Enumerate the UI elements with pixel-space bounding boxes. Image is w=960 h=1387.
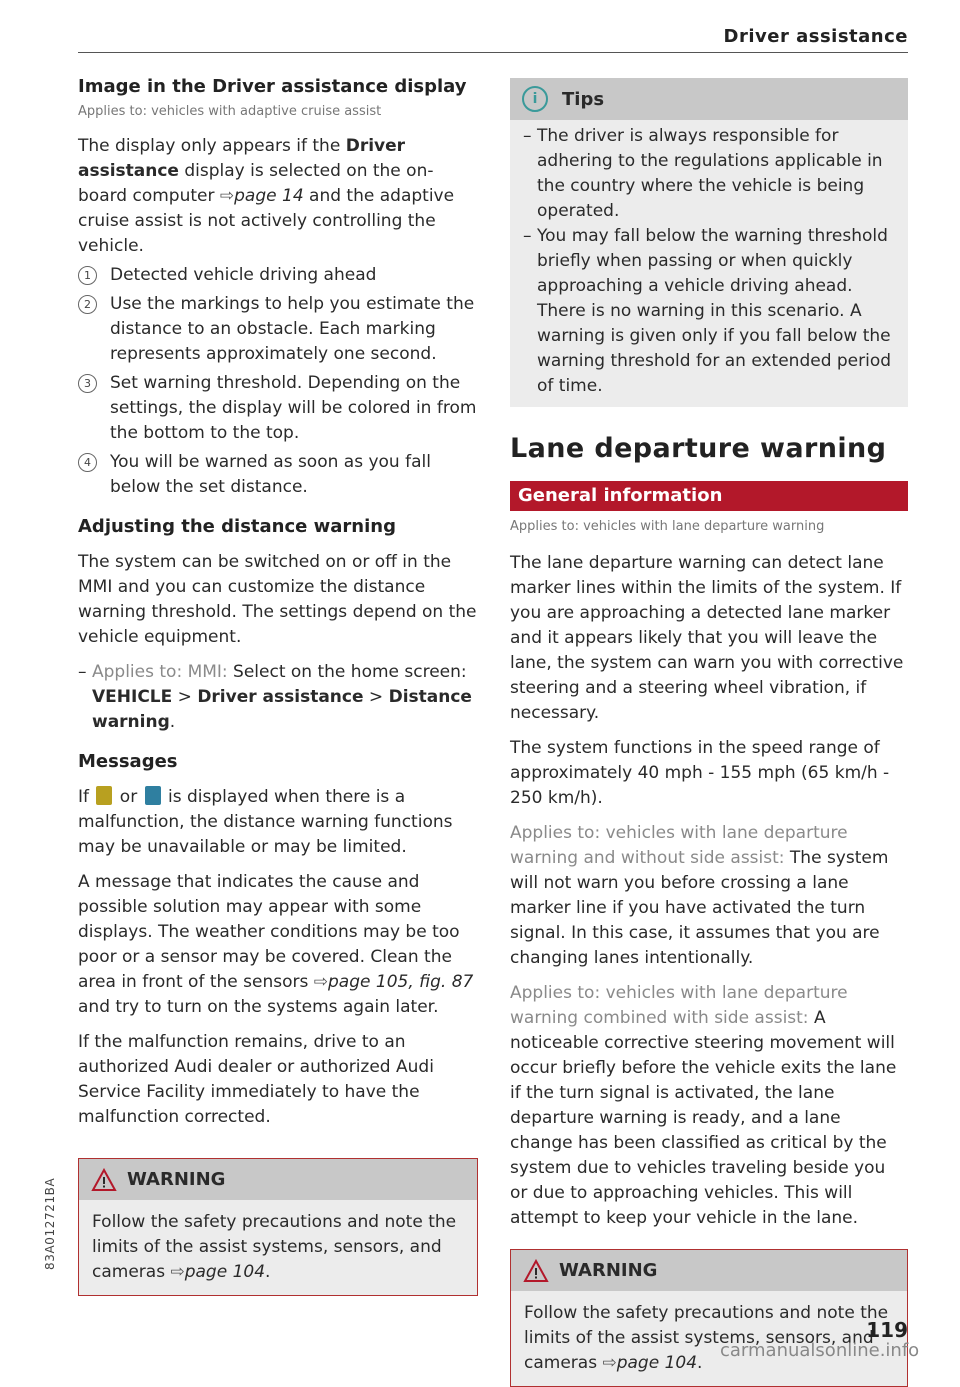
path-separator: > (172, 687, 198, 707)
messages-paragraph-2 (78, 870, 478, 1020)
text: display is selected on the on-board computer (78, 161, 434, 206)
warning-triangle-icon (523, 1259, 549, 1283)
arrow-right-icon: ⇨ (170, 1262, 185, 1282)
text: and try to turn on the systems again later. (78, 997, 439, 1017)
tips-box (510, 78, 908, 407)
warning-body (79, 1200, 477, 1295)
menu-path-driver-assistance: Driver assistance (197, 687, 364, 707)
menu-path-distance-warning: Distance warning (92, 687, 472, 732)
path-separator: > (363, 687, 389, 707)
lane-paragraph-4 (510, 981, 908, 1231)
warning-triangle-icon (91, 1168, 117, 1192)
distance-warning-blue-icon (145, 786, 161, 805)
text: is displayed when there is a malfunction, the distance warning functions may be unavailable or may be limited. (78, 787, 453, 857)
text: Select on the home screen: (227, 662, 467, 682)
adjust-step (78, 660, 478, 735)
number-circle: 3 (78, 374, 97, 393)
left-column (78, 74, 478, 1296)
warning-box-right (510, 1249, 908, 1387)
distance-warning-yellow-icon (96, 786, 112, 805)
tip-text: You may fall below the warning threshold briefly when passing or when quickly approaching a vehicle driving ahead. There is no warning in this scenario. A warning is given only if you fall below the warning threshold for an extended period of time. (537, 226, 892, 396)
list-item-text: Set warning threshold. Depending on the settings, the display will be colored in from the bottom to the top. (110, 373, 477, 443)
text: A noticeable corrective steering movement will occur briefly before the vehicle exits the lane if the turn signal is activated, the lane departure warning is ready, and a lane change has been classified as critical by the system due to vehicles traveling beside you or due to approaching vehicles. This will attempt to keep your vehicle in the lane. (510, 1008, 897, 1228)
messages-paragraph-3: If the malfunction remains, drive to an authorized Audi dealer or authorized Audi Service Facility immediately to have the malfunction corrected. (78, 1032, 434, 1127)
warning-title: WARNING (127, 1169, 226, 1190)
warning-header (79, 1159, 477, 1200)
text: Follow the safety precautions and note the limits of the assist systems, sensors, and cameras (524, 1303, 889, 1373)
adjust-step-text (92, 660, 478, 735)
lane-paragraph-3 (510, 821, 908, 971)
arrow-right-icon: ⇨ (602, 1353, 617, 1373)
text: . (169, 712, 176, 732)
page-reference[interactable]: page 104 (616, 1353, 698, 1373)
text: . (265, 1262, 271, 1282)
list-item (78, 292, 478, 367)
text: If (78, 787, 95, 807)
messages-paragraph-1 (78, 785, 478, 860)
document-code: 83A012721BA (43, 1177, 57, 1270)
tip-item (523, 124, 895, 224)
bold-term: Driver assistance (78, 136, 406, 181)
general-information-bar: General information (510, 481, 908, 511)
section-title: Driver assistance (723, 26, 908, 47)
list-item (78, 263, 478, 288)
warning-box-left (78, 1158, 478, 1296)
lane-paragraph-2: The system functions in the speed range of approximately 40 mph - 155 mph (65 km/h - 250 km/h). (510, 738, 890, 808)
text: The system will not warn you before crossing a lane marker line if you have activated the turn signal. In this case, it assumes that you are changing lanes intentionally. (510, 848, 889, 968)
arrow-right-icon: ⇨ (313, 972, 329, 992)
list-item-text: You will be warned as soon as you fall below the set distance. (110, 452, 431, 497)
page-reference[interactable]: page 14 (234, 186, 304, 206)
lane-heading: Lane departure warning (510, 433, 887, 464)
tips-body (510, 120, 908, 407)
page-reference[interactable]: page 104 (184, 1262, 266, 1282)
lane-paragraph-1: The lane departure warning can detect lane marker lines within the limits of the system. If you are approaching a detected lane marker and it appears likely that you will leave the lane, the system can warn you with corrective steering and a steering wheel vibration, if necessary. (510, 553, 904, 723)
menu-path-vehicle: VEHICLE (92, 687, 173, 707)
arrow-right-icon: ⇨ (219, 186, 235, 206)
info-circle-icon: i (522, 86, 548, 112)
tip-item (523, 224, 895, 399)
number-circle: 2 (78, 295, 97, 314)
text: and the adaptive cruise assist is not actively controlling the vehicle. (78, 186, 455, 256)
applies-label: Applies to: vehicles with lane departure warning combined with side assist: (510, 983, 848, 1028)
text: or (114, 787, 143, 807)
list-item-text: Detected vehicle driving ahead (110, 265, 377, 285)
dash-bullet: – (78, 662, 87, 682)
page-number: 119 (866, 1318, 908, 1342)
adjust-heading: Adjusting the distance warning (78, 516, 396, 537)
tips-header (510, 78, 908, 120)
text: The display only appears if the (78, 136, 346, 156)
text: Follow the safety precautions and note the limits of the assist systems, sensors, and cameras (92, 1212, 457, 1282)
text: . (697, 1353, 703, 1373)
number-circle: 1 (78, 266, 97, 285)
warning-title: WARNING (559, 1260, 658, 1281)
right-column (510, 78, 908, 1387)
adjust-paragraph: The system can be switched on or off in the MMI and you can customize the distance warning threshold. The settings depend on the vehicle equipment. (78, 552, 477, 647)
display-paragraph (78, 134, 478, 259)
number-circle: 4 (78, 453, 97, 472)
header-rule (78, 52, 908, 53)
general-applies: Applies to: vehicles with lane departure warning (510, 519, 825, 534)
text: A message that indicates the cause and possible solution may appear with some displays. The weather conditions may be too poor or a sensor may be covered. Clean the area in front of the sensors (78, 872, 460, 992)
tip-text: The driver is always responsible for adhering to the regulations applicable in the country where the vehicle is being operated. (537, 126, 883, 221)
applies-label: Applies to: MMI: (92, 662, 228, 682)
dash-bullet: – (523, 226, 532, 246)
applies-label: Applies to: vehicles with lane departure warning and without side assist: (510, 823, 848, 868)
watermark: carmanualsonline.info (720, 1340, 920, 1361)
list-item-text: Use the markings to help you estimate the distance to an obstacle. Each marking represents approximately one second. (110, 294, 475, 364)
warning-header (511, 1250, 907, 1291)
messages-heading: Messages (78, 751, 178, 772)
list-item (78, 450, 478, 500)
dash-bullet: – (523, 126, 532, 146)
image-applies: Applies to: vehicles with adaptive cruise assist (78, 104, 382, 119)
page-reference[interactable]: page 105, fig. 87 (328, 972, 474, 992)
tips-title: Tips (562, 88, 605, 110)
list-item (78, 371, 478, 446)
image-heading: Image in the Driver assistance display (78, 76, 467, 97)
